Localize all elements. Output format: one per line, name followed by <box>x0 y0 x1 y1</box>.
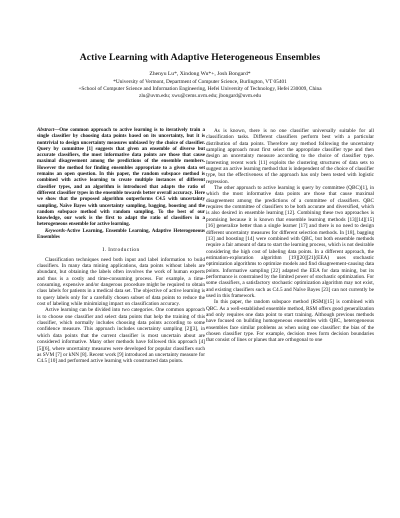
abstract-text: —One common approach to active learning is to iteratively train a single classifier by choosing data points based on its uncertainty, but it is nontrivial to design uncertainty measures unbiased by the choice of classifier. Query by committee [1] suggests that given an ensemble of diverse but accurate classifiers, the most informative data points are those that cause maximal disagreement among the predictions of the ensemble members. However the method for finding ensembles appropriate to a given data set remains an open question. In this paper, the random subspace method is combined with active learning to create multiple instances of different classifier types, and an algorithm is introduced that adapts the ratio of different classifier types in the ensemble towards better overall accuracy. Here we show that the proposed algorithm outperforms C4.5 with uncertainty sampling, Naïve Bayes with uncertainty sampling, bagging, boosting and the random subspace method with random sampling. To the best of our knowledge, our work is the first to adapt the ratio of classifiers in a heterogeneous ensemble for active learning. <box>37 128 205 228</box>
right-column <box>206 128 374 344</box>
paper-title: Active Learning with Adaptive Heterogeneous Ensembles <box>79 52 321 63</box>
abstract-lead: Abstract <box>37 128 55 133</box>
affiliation-1: *University of Vermont, Department of Computer Science, Burlington, VT 05401 <box>113 79 287 85</box>
author-list: Zhenyu Lu*, Xindong Wu*+, Josh Bongard* <box>149 71 251 77</box>
paragraph: Classification techniques need both input and label information to build classifiers. In many data mining applications, data points without labels are abundant, but obtaining the labels often involves the work of human experts and thus is a costly and time-consuming process. For example, a time-consuming, expensive and/or dangerous procedure might be required to obtain class labels for patients in a medical data set. The objective of active learning is to query labels only for a carefully chosen subset of data points to reduce the cost of labeling while minimizing impact on classification accuracy. <box>37 256 205 308</box>
paragraph: The other approach to active learning is query by committee (QBC)[1], in which the most informative data points are those that cause maximal disagreement among the predictions of a committee of classifiers. QBC requires the committee of classifiers to be both accurate and diversified, which is also desired in ensemble learning [12]. Combining these two approaches is promising because it is known that ensemble learning methods [13][14][15][16] generalize better than a single learner [17] and there is no need to design different uncertainty measures for different selection methods. In [18], bagging [13] and boosting [14] were combined with QBC, but both ensemble methods require a fair amount of data to start the learning process, which is not desirable considering the high cost of labeling data points. In a different approach, the estimation-exploration algorithm [19][20][21](EEA) uses stochastic optimization algorithms to optimize models and find disagreement-causing data points. Informative sampling [22] adapted the EEA for data mining, but its performance is constrained by the limited power of stochastic optimization. For some classifiers, a satisfactory stochastic optimization algorithm may not exist, and existing classifiers such as C4.5 and Naïve Bayes [23] can not currently be used in this framework. <box>206 185 374 299</box>
paragraph: As is known, there is no one classifier universally suitable for all classification tasks. Different classifiers perform best with a particular distribution of data points. Therefore any method following the uncertainty sampling approach must first select the appropriate classifier type and then design an uncertainty measure according to the choice of classifier type. Interesting recent work [11] exploits the clustering structures of data sets to suggest an active learning method that is independent of the choice of classifier type, but the effectiveness of the approach has only been tested with logistic regression. <box>206 128 374 185</box>
keywords <box>37 229 205 242</box>
keywords-text: -Active Learning, Ensemble Learning, Adaptive Heterogeneous Ensembles <box>37 228 205 241</box>
abstract <box>37 128 205 229</box>
left-column <box>37 128 205 365</box>
affiliation-2: +School of Computer Science and Information Engineering, Hefei University of Technology, Hefei 230009, China <box>78 86 322 92</box>
keywords-lead: Keywords <box>45 228 65 234</box>
paragraph: Active learning can be divided into two categories. One common approach is to choose one classifier and select data points that help the training of this classifier, which normally includes choosing data points according to some confidence measure. This approach includes uncertainty sampling [2][3], in which data points that the current classifier is most uncertain about are considered informative. Many other methods have followed this approach [4][5][6], where uncertainty measures were developed for popular classifiers such as SVM [7] or kNN [8]. Recent work [9] introduced an uncertainty measure for C4.5 [10] and performed active learning with constructed data points. <box>37 307 205 365</box>
section-heading-introduction: I. Introduction <box>102 247 140 254</box>
author-emails: zlu@uvm.edu; xwu@cems.uvm.edu; jbongard@uvm.edu <box>138 93 262 99</box>
paragraph: In this paper, the random subspace method (RSM)[15] is combined with QBC. As a well-established ensemble method, RSM offers good generalization and only requires one data point to start training. Although previous methods have focused on building homogeneous ensembles with QBC, heterogeneous ensembles face similar problems as when using one classifier: the bias of the chosen classifier type. For example, decision trees form decision boundaries that consist of lines or planes that are orthogonal to one <box>206 299 374 344</box>
